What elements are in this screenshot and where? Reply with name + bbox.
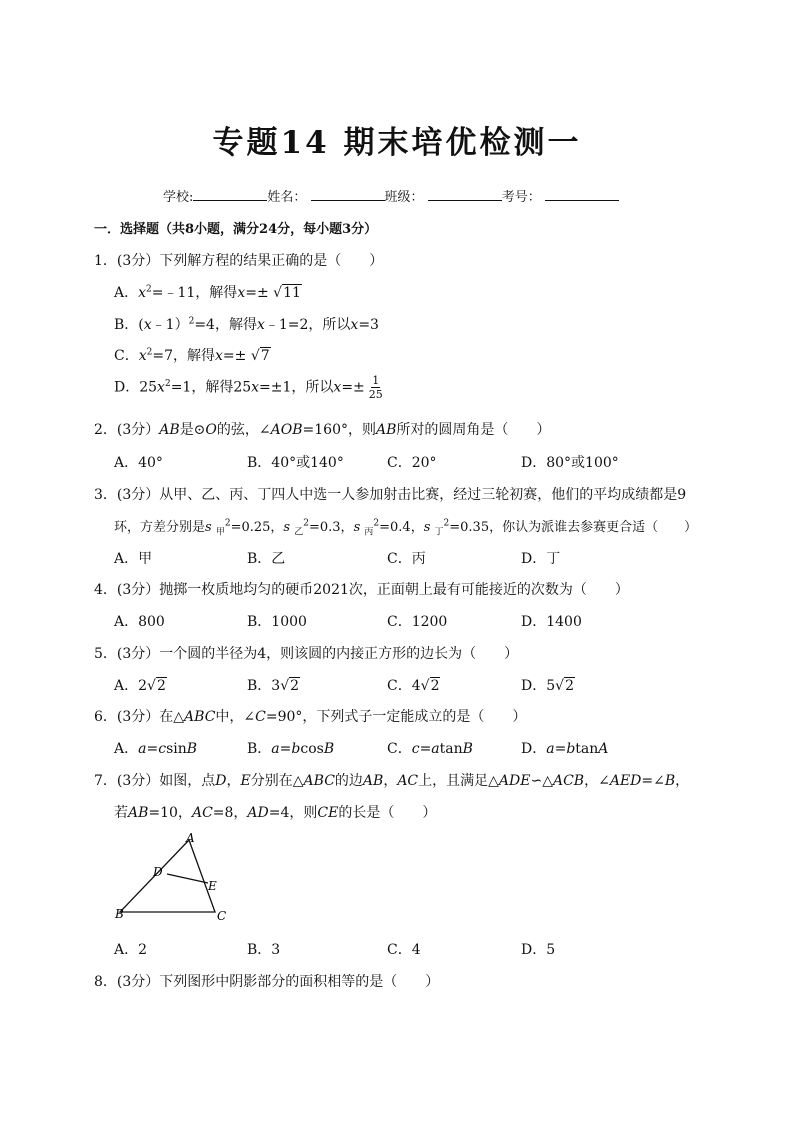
q2-option-a: A．40° (114, 455, 163, 471)
q5-option-c: C．4√2 (387, 678, 440, 694)
q6-option-d: D．a=btanA (521, 741, 609, 757)
vertex-label-c: C (217, 909, 227, 923)
q3-option-b: B．乙 (247, 551, 286, 567)
page-title: 专题14 期末培优检测一 (212, 125, 582, 161)
q1-option-a: A．$x^2=﹣11$，解得x=± √11 (114, 284, 301, 301)
q2-option-b: B．40°或140° (247, 455, 344, 471)
class-label: 班级： (384, 190, 424, 205)
number-label: 考号： (501, 190, 541, 205)
q3-stem-line2: 环，方差分别是s $_甲^2$=0.25，s $_乙^2$=0.3，s $_丙^2$=0.4，s $_丁^2$=0.35，你认为派谁去参赛更合适（ ） (114, 518, 698, 538)
q3-option-c: C．丙 (387, 551, 426, 567)
q4-stem: 4．(3分）抛掷一枚质地均匀的硬币2021次，正面朝上最有可能接近的次数为（ ） (94, 582, 629, 598)
vertex-label-a: A (186, 831, 195, 845)
q7-stem-line1: 7．(3分）如图，点D，E分别在△ABC的边AB，AC上，且满足△ADE∽△ACB，∠AED=∠B， (94, 773, 690, 789)
school-blank[interactable] (193, 188, 267, 201)
sqrt-symbol: √7 (250, 348, 270, 364)
q3-option-d: D．丁 (521, 551, 561, 567)
section-heading: 一．选择题（共8小题，满分24分，每小题3分） (94, 222, 378, 237)
fraction: $\frac{1}{25}$ (368, 374, 383, 401)
vertex-label-e: E (208, 879, 217, 893)
q3-stem-line1: 3．(3分）从甲、乙、丙、丁四人中选一人参加射击比赛，经过三轮初赛，他们的平均成绩都是9 (94, 487, 687, 503)
q7-option-a: A．2 (114, 942, 148, 958)
sqrt-symbol: √2 (420, 678, 440, 694)
q2-option-c: C．20° (387, 455, 437, 471)
q4-option-d: D．1400 (521, 614, 582, 630)
q8-stem: 8．(3分）下列图形中阴影部分的面积相等的是（ ） (94, 974, 440, 990)
number-blank[interactable] (545, 188, 619, 201)
q2-option-d: D．80°或100° (521, 455, 619, 471)
name-label: 姓名： (267, 190, 307, 205)
q4-option-c: C．1200 (387, 614, 448, 630)
q5-option-b: B．3√2 (247, 678, 300, 694)
q5-option-a: A．2√2 (114, 678, 166, 694)
q6-option-c: C．c=atanB (387, 741, 473, 757)
q5-stem: 5．(3分）一个圆的半径为4，则该圆的内接正方形的边长为（ ） (94, 646, 519, 662)
q1-option-d: D．$25x^2=1$，解得25x=±1，所以x=± $\frac{1}{25}$ (114, 374, 383, 401)
q7-option-b: B．3 (247, 942, 281, 958)
q1-option-c: C．$x^2=7$，解得x=± √7 (114, 347, 270, 364)
q7-option-d: D．5 (521, 942, 556, 958)
vertex-label-b: B (115, 907, 124, 921)
sqrt-symbol: √2 (280, 678, 300, 694)
q4-option-a: A．800 (114, 614, 165, 630)
sqrt-symbol: √2 (147, 678, 166, 694)
triangle-figure (110, 830, 235, 925)
sqrt-symbol: √11 (273, 285, 301, 301)
class-blank[interactable] (428, 188, 502, 201)
q3-option-a: A．甲 (114, 551, 153, 567)
school-label: 学校: (163, 190, 194, 205)
q5-option-d: D．5√2 (521, 678, 574, 694)
q7-option-c: C．4 (387, 942, 421, 958)
q6-option-b: B．a=bcosB (247, 741, 335, 757)
name-blank[interactable] (311, 188, 385, 201)
vertex-label-d: D (153, 865, 163, 879)
q2-stem: 2．(3分）AB是⊙O的弦，∠AOB=160°，则AB所对的圆周角是（ ） (94, 422, 551, 438)
sqrt-symbol: √2 (555, 678, 574, 694)
q6-stem: 6．(3分）在△ABC中，∠C=90°，下列式子一定能成立的是（ ） (94, 709, 527, 725)
q1-stem: 1．(3分）下列解方程的结果正确的是（ ） (94, 253, 384, 269)
q6-option-a: A．a=csinB (114, 741, 198, 757)
q4-option-b: B．1000 (247, 614, 307, 630)
triangle-abc (120, 840, 215, 912)
q1-option-b: B．(x﹣1）$^2$=4，解得x﹣1=2，所以x=3 (114, 316, 379, 333)
info-line (163, 186, 619, 205)
q7-stem-line2: 若AB=10，AC=8，AD=4，则CE的长是（ ） (114, 805, 437, 821)
